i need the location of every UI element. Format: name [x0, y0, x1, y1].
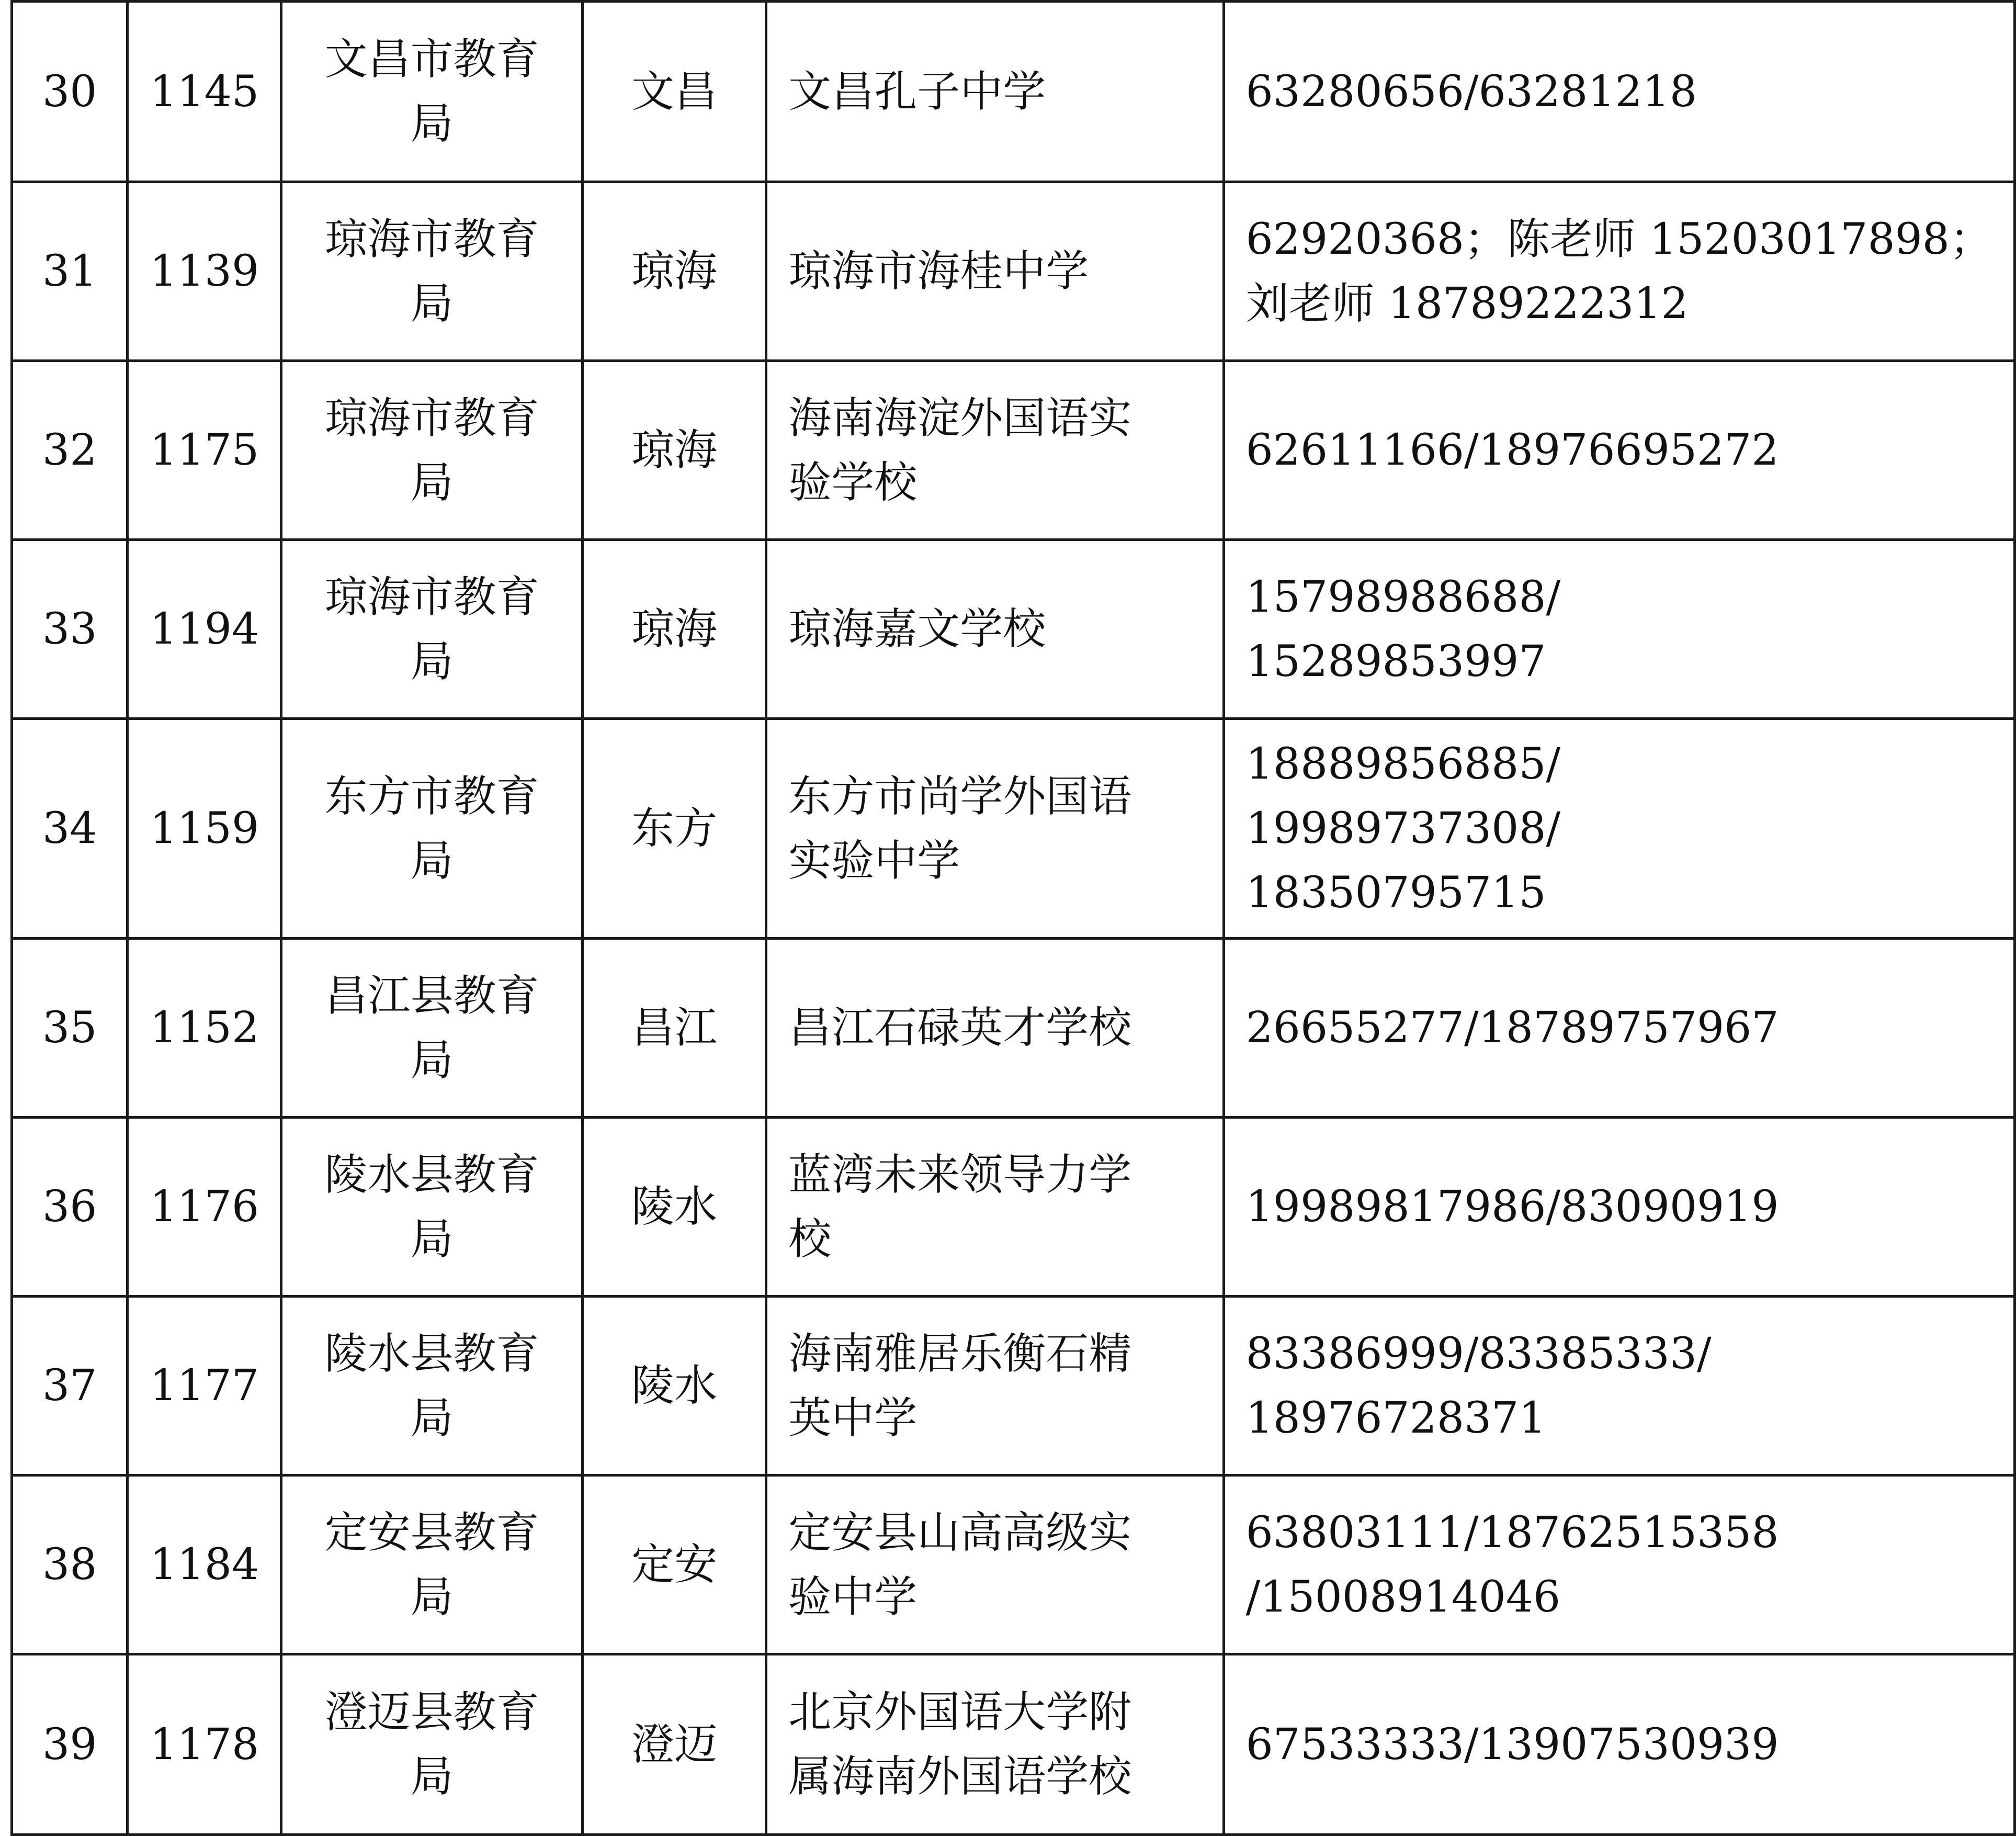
school-name-line: 琼海市海桂中学	[788, 246, 1089, 296]
contact-phone-line: 26655277/18789757967	[1245, 1003, 1779, 1053]
school-name-cell	[766, 182, 1224, 361]
school-name-cell	[766, 2, 1224, 182]
school-code-cell: 1178	[128, 1654, 281, 1835]
city-cell: 陵水	[583, 1297, 766, 1475]
school-code-cell: 1194	[128, 540, 281, 719]
contact-phone-line: 67533333/13907530939	[1245, 1719, 1779, 1770]
city-cell: 澄迈	[583, 1654, 766, 1835]
contact-phone-line: 18350795715	[1245, 868, 1546, 918]
city-cell: 琼海	[583, 361, 766, 540]
school-code-cell: 1177	[128, 1297, 281, 1475]
table-row	[12, 719, 2015, 939]
table-row	[12, 2, 2015, 182]
row-number-cell: 36	[12, 1118, 128, 1297]
city-cell: 琼海	[583, 182, 766, 361]
table-row	[12, 1475, 2015, 1654]
education-bureau-cell: 陵水县教育局	[281, 1297, 583, 1475]
contact-phone-line: 15289853997	[1245, 636, 1546, 686]
row-number-cell: 39	[12, 1654, 128, 1835]
school-name-cell	[766, 1654, 1224, 1835]
school-name-cell	[766, 719, 1224, 939]
contact-phone-line: 62611166/18976695272	[1245, 425, 1779, 475]
city-cell: 陵水	[583, 1118, 766, 1297]
school-name-line: 东方市尚学外国语	[788, 771, 1132, 821]
table-row	[12, 1118, 2015, 1297]
city-cell: 定安	[583, 1475, 766, 1654]
school-name-line: 定安县山高高级实	[788, 1507, 1132, 1558]
education-bureau-cell: 琼海市教育局	[281, 182, 583, 361]
table-row	[12, 1654, 2015, 1835]
school-code-cell: 1159	[128, 719, 281, 939]
school-code-cell: 1145	[128, 2, 281, 182]
school-name-line: 英中学	[788, 1393, 918, 1443]
school-contact-table	[10, 0, 2016, 1836]
education-bureau-cell: 文昌市教育局	[281, 2, 583, 182]
row-number-cell: 35	[12, 939, 128, 1118]
contact-phone-line: 18889856885/	[1245, 739, 1561, 789]
city-cell: 琼海	[583, 540, 766, 719]
contact-phone-line: 63280656/63281218	[1245, 66, 1697, 117]
contact-phone-line: 19989817986/83090919	[1245, 1182, 1779, 1232]
row-number-cell: 33	[12, 540, 128, 719]
school-code-cell: 1175	[128, 361, 281, 540]
education-bureau-cell: 定安县教育局	[281, 1475, 583, 1654]
school-name-cell	[766, 1118, 1224, 1297]
city-cell: 昌江	[583, 939, 766, 1118]
contact-phone-cell	[1224, 2, 2014, 182]
school-name-line: 文昌孔子中学	[788, 66, 1046, 117]
school-name-line: 实验中学	[788, 836, 960, 886]
school-name-line: 属海南外国语学校	[788, 1752, 1132, 1801]
contact-phone-line: 83386999/83385333/	[1245, 1328, 1712, 1379]
contact-phone-line: 18976728371	[1245, 1393, 1546, 1443]
row-number-cell: 38	[12, 1475, 128, 1654]
education-bureau-cell: 琼海市教育局	[281, 361, 583, 540]
contact-phone-cell	[1224, 540, 2014, 719]
education-bureau-cell: 澄迈县教育局	[281, 1654, 583, 1835]
contact-phone-line: 62920368；陈老师 15203017898；	[1245, 214, 1992, 264]
education-bureau-cell: 陵水县教育局	[281, 1118, 583, 1297]
table-row	[12, 939, 2015, 1118]
education-bureau-cell: 东方市教育局	[281, 719, 583, 939]
education-bureau-cell: 昌江县教育局	[281, 939, 583, 1118]
school-name-cell	[766, 540, 1224, 719]
contact-phone-cell	[1224, 719, 2014, 939]
school-name-cell	[766, 939, 1224, 1118]
school-name-line: 蓝湾未来领导力学	[788, 1150, 1132, 1200]
school-code-cell: 1152	[128, 939, 281, 1118]
contact-phone-line: /15008914046	[1245, 1572, 1561, 1622]
school-name-cell	[766, 1297, 1224, 1475]
contact-phone-cell	[1224, 361, 2014, 540]
table-row	[12, 182, 2015, 361]
school-name-cell	[766, 361, 1224, 540]
city-cell: 东方	[583, 719, 766, 939]
school-name-line: 海南海淀外国语实	[788, 393, 1132, 443]
school-name-line: 验学校	[788, 457, 918, 508]
contact-phone-cell	[1224, 939, 2014, 1118]
school-name-line: 北京外国语大学附	[788, 1687, 1132, 1737]
school-name-cell	[766, 1475, 1224, 1654]
contact-phone-cell	[1224, 1654, 2014, 1835]
contact-phone-line: 15798988688/	[1245, 572, 1561, 622]
row-number-cell: 30	[12, 2, 128, 182]
contact-phone-line: 19989737308/	[1245, 804, 1561, 853]
school-name-line: 琼海嘉文学校	[788, 604, 1046, 654]
table-row	[12, 1297, 2015, 1475]
contact-phone-cell	[1224, 1475, 2014, 1654]
contact-phone-line: 刘老师 18789222312	[1245, 278, 1689, 329]
table-body	[12, 2, 2015, 1835]
row-number-cell: 32	[12, 361, 128, 540]
row-number-cell: 34	[12, 719, 128, 939]
city-cell: 文昌	[583, 2, 766, 182]
school-name-line: 验中学	[788, 1572, 918, 1622]
school-name-line: 校	[788, 1214, 832, 1264]
school-code-cell: 1176	[128, 1118, 281, 1297]
table-row	[12, 361, 2015, 540]
school-name-line: 海南雅居乐衡石精	[788, 1328, 1132, 1379]
contact-phone-cell	[1224, 1118, 2014, 1297]
education-bureau-cell: 琼海市教育局	[281, 540, 583, 719]
contact-phone-cell	[1224, 182, 2014, 361]
contact-phone-line: 63803111/18762515358	[1245, 1507, 1779, 1558]
contact-phone-cell	[1224, 1297, 2014, 1475]
school-name-line: 昌江石碌英才学校	[788, 1003, 1132, 1053]
school-code-cell: 1184	[128, 1475, 281, 1654]
row-number-cell: 37	[12, 1297, 128, 1475]
table-row	[12, 540, 2015, 719]
school-code-cell: 1139	[128, 182, 281, 361]
row-number-cell: 31	[12, 182, 128, 361]
